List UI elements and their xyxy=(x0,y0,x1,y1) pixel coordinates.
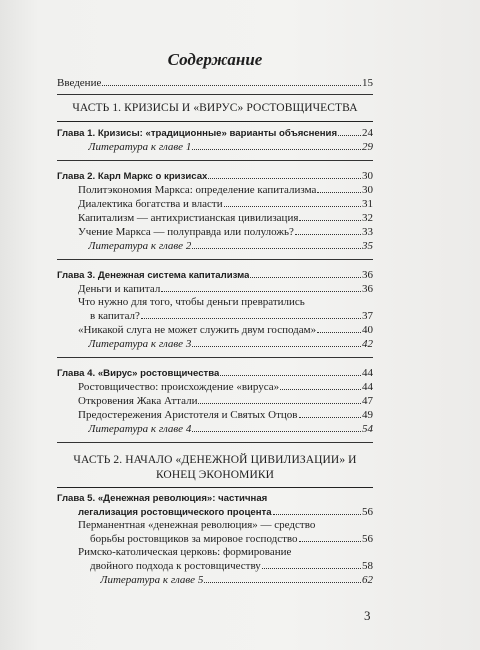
entry-label: Литература к главе 5 xyxy=(100,574,204,586)
entry-label: Деньги и капитал xyxy=(78,283,161,295)
entry-label: Диалектика богатства и власти xyxy=(78,198,223,210)
entry-label: Литература к главе 1 xyxy=(88,141,192,153)
entry-label: легализация ростовщического процента xyxy=(78,507,272,518)
dot-leader xyxy=(192,337,361,347)
divider xyxy=(57,94,373,95)
toc-entry-intro xyxy=(57,76,373,90)
dot-leader xyxy=(161,282,361,292)
toc-entry xyxy=(57,380,373,394)
page-number: 3 xyxy=(364,608,371,623)
dot-leader xyxy=(317,183,361,193)
dot-leader xyxy=(280,380,361,390)
toc-entry xyxy=(57,408,373,422)
dot-leader xyxy=(198,394,361,404)
dot-leader xyxy=(295,225,361,235)
toc-entry-literature-3 xyxy=(57,337,373,351)
entry-page: 40 xyxy=(362,324,373,336)
entry-page: 44 xyxy=(362,381,373,393)
entry-page: 29 xyxy=(362,141,373,153)
entry-label: борьбы ростовщиков за мировое господство xyxy=(90,533,298,545)
dot-leader xyxy=(204,573,361,583)
toc-entry-line: Римско-католическая церковь: формирование xyxy=(78,546,292,558)
entry-label: Глава 3. Денежная система капитализма xyxy=(57,270,250,281)
entry-page: 58 xyxy=(362,560,373,572)
entry-label: Ростовщичество: происхождение «вируса» xyxy=(78,381,280,393)
dot-leader xyxy=(224,197,361,207)
entry-page: 35 xyxy=(362,240,373,252)
dot-leader xyxy=(220,366,361,376)
dot-leader xyxy=(102,76,361,86)
entry-label: Глава 1. Кризисы: «традиционные» варианты объяснения xyxy=(57,128,338,139)
entry-page: 62 xyxy=(362,574,373,586)
toc-entry-chapter-5-line-1: Глава 5. «Денежная революция»: частичная xyxy=(57,493,268,504)
toc-entry xyxy=(57,225,373,239)
entry-label: Глава 4. «Вирус» ростовщичества xyxy=(57,368,220,379)
entry-label: Предостережения Аристотеля и Святых Отцов xyxy=(78,409,298,421)
part-2-heading-line-1: ЧАСТЬ 2. НАЧАЛО «ДЕНЕЖНОЙ ЦИВИЛИЗАЦИИ» И xyxy=(73,454,357,466)
entry-page: 30 xyxy=(362,170,373,182)
entry-label: двойного подхода к ростовщичеству xyxy=(90,560,261,572)
dot-leader xyxy=(299,532,361,542)
entry-page: 36 xyxy=(362,269,373,281)
dot-leader xyxy=(299,211,361,221)
toc-entry xyxy=(57,309,373,323)
entry-page: 56 xyxy=(362,506,373,518)
entry-page: 44 xyxy=(362,367,373,379)
table-of-contents xyxy=(57,50,373,587)
entry-page: 56 xyxy=(362,533,373,545)
entry-label: Литература к главе 2 xyxy=(88,240,192,252)
dot-leader xyxy=(192,140,361,150)
dot-leader xyxy=(192,239,361,249)
dot-leader xyxy=(262,559,361,569)
entry-label: «Никакой слуга не может служить двум господам» xyxy=(78,324,317,336)
entry-label: Литература к главе 3 xyxy=(88,338,192,350)
dot-leader xyxy=(273,505,361,515)
toc-entry xyxy=(57,211,373,225)
toc-entry xyxy=(57,559,373,573)
entry-page: 31 xyxy=(362,198,373,210)
dot-leader xyxy=(250,268,361,278)
dot-leader xyxy=(338,126,361,136)
entry-page: 15 xyxy=(362,77,373,89)
entry-page: 24 xyxy=(362,127,373,139)
part-2-heading-line-2: КОНЕЦ ЭКОНОМИКИ xyxy=(155,469,275,481)
toc-title: Содержание xyxy=(167,50,263,69)
dot-leader xyxy=(192,422,361,432)
entry-label: Откровения Жака Аттали xyxy=(78,395,198,407)
divider xyxy=(57,442,373,443)
toc-entry-literature-1 xyxy=(57,140,373,154)
entry-page: 37 xyxy=(362,310,373,322)
toc-entry xyxy=(57,183,373,197)
entry-label: Введение xyxy=(57,77,102,89)
toc-entry xyxy=(57,282,373,296)
toc-entry-chapter-4 xyxy=(57,366,373,380)
entry-label: Учение Маркса — полуправда или полуложь? xyxy=(78,226,294,238)
dot-leader xyxy=(299,408,361,418)
entry-page: 54 xyxy=(362,423,373,435)
toc-entry-chapter-1 xyxy=(57,126,373,140)
toc-entry-chapter-3 xyxy=(57,268,373,282)
entry-label: Политэкономия Маркса: определение капитализма xyxy=(78,184,317,196)
entry-page: 47 xyxy=(362,395,373,407)
part-2-heading xyxy=(57,453,373,483)
dot-leader xyxy=(141,309,361,319)
toc-entry xyxy=(57,323,373,337)
entry-label: в капитал? xyxy=(90,310,140,322)
toc-entry xyxy=(57,532,373,546)
entry-page: 30 xyxy=(362,184,373,196)
toc-entry-line: Что нужно для того, чтобы деньги превратились xyxy=(78,296,305,308)
toc-entry-line: Перманентная «денежная революция» — средство xyxy=(78,519,316,531)
toc-entry xyxy=(57,394,373,408)
toc-entry-chapter-5 xyxy=(57,505,373,519)
part-1-heading: ЧАСТЬ 1. КРИЗИСЫ И «ВИРУС» РОСТОВЩИЧЕСТВА xyxy=(72,102,358,114)
toc-entry-literature-2 xyxy=(57,239,373,253)
entry-page: 49 xyxy=(362,409,373,421)
toc-entry-chapter-2 xyxy=(57,169,373,183)
entry-page: 32 xyxy=(362,212,373,224)
toc-entry-literature-5 xyxy=(57,573,373,587)
entry-label: Литература к главе 4 xyxy=(88,423,192,435)
entry-page: 33 xyxy=(362,226,373,238)
toc-entry-literature-4 xyxy=(57,422,373,436)
entry-page: 36 xyxy=(362,283,373,295)
entry-label: Глава 2. Карл Маркс о кризисах xyxy=(57,171,208,182)
entry-page: 42 xyxy=(362,338,373,350)
toc-entry xyxy=(57,197,373,211)
entry-label: Капитализм — антихристианская цивилизация xyxy=(78,212,299,224)
dot-leader xyxy=(317,323,361,333)
dot-leader xyxy=(208,169,361,179)
